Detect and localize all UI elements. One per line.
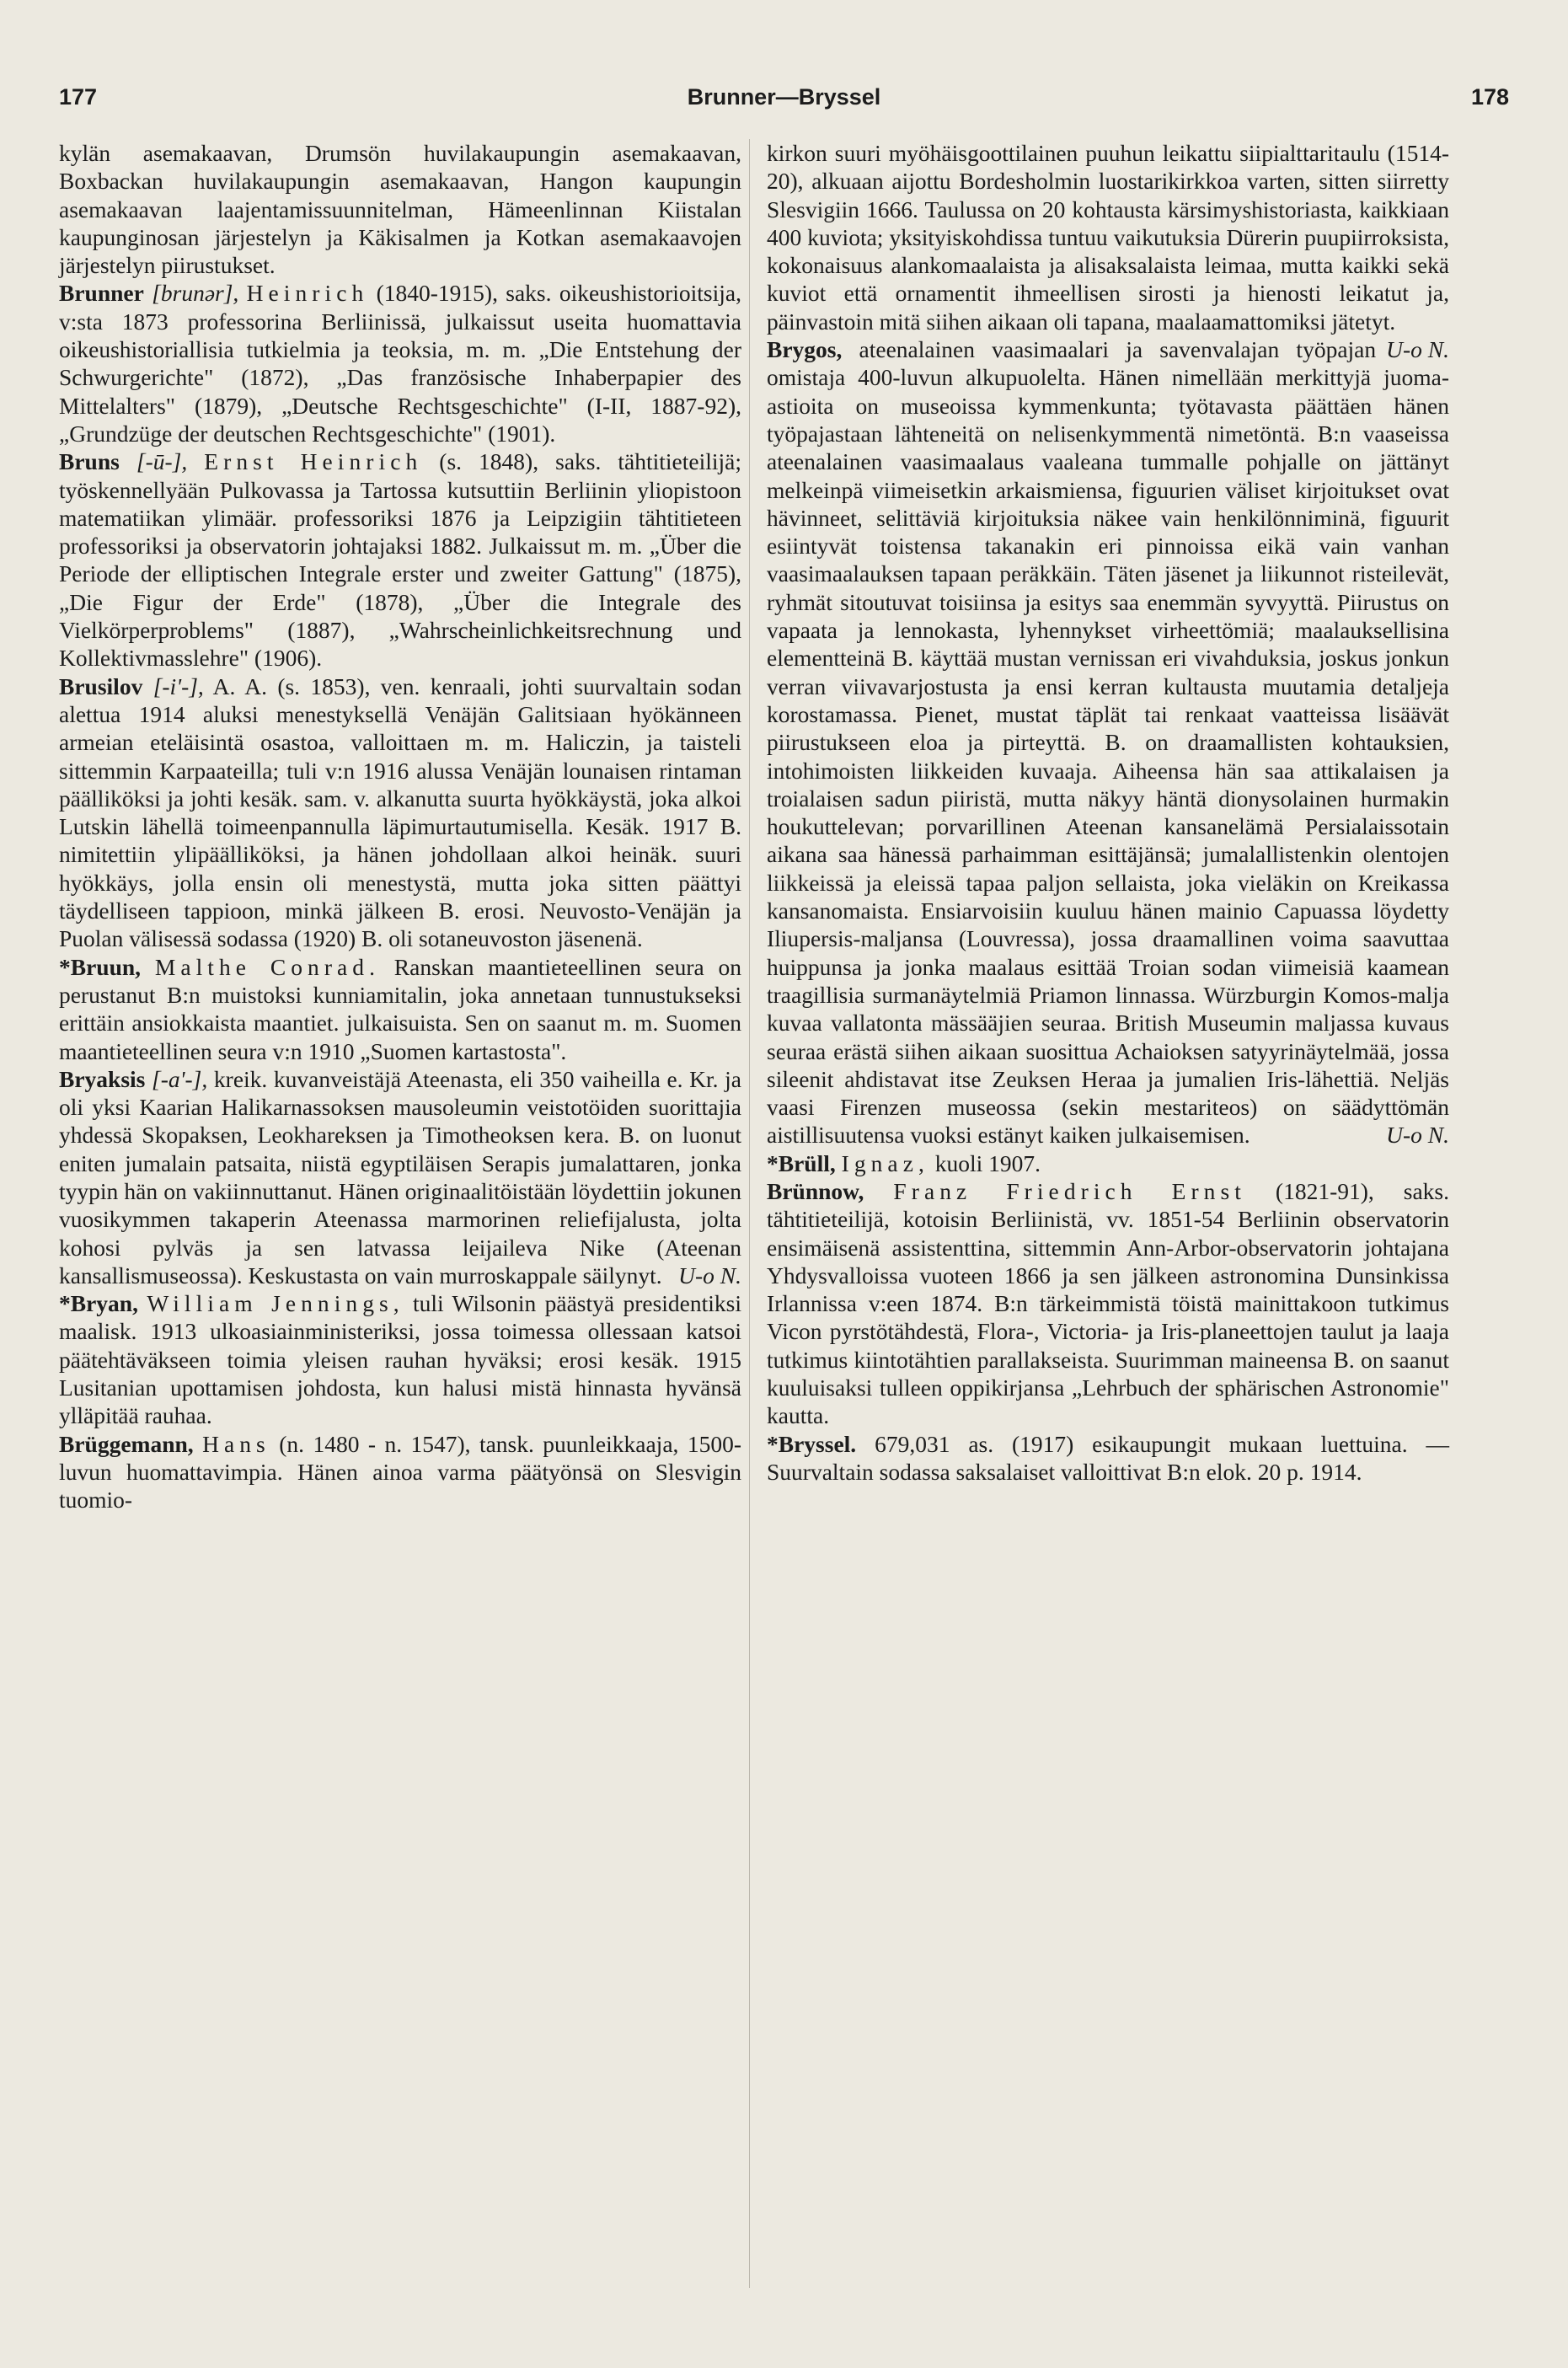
entry-signature: U-o N. — [1386, 336, 1449, 363]
entry-text: (s. 1848), saks. tähtitieteilijä; työskennellyään Pulkovassa ja Tartossa kutsuttiin Berliinin yliopistoon matematiikan ylimäär. professoriksi 1876 ja Leipzigiin tähtitieteen professoriksi ja observatorin johtajaksi 1882. Julkaissut m. m. „Über die Periode der elliptischen Integrale erster und zweiter Gattung" (1875), „Die Figur der Erde" (1878), „Über die Integrale des Vielkörperproblems" (1887), „Wahrscheinlichkeitsrechnung und Kollektivmasslehre" (1906). — [59, 448, 742, 672]
entry — [767, 1149, 1449, 1177]
entry-headword: Brüggemann, — [59, 1430, 194, 1457]
entry-text: A. A. (s. 1853), ven. kenraali, johti suurvaltain sodan alettua 1914 aluksi menestyksellä Venäjän Galitsiaan hyökänneen armeian eteläisintä osastoa, valloittaen m. m. Haliczin, ja taisteli sittemmin Karpaateilla; tuli v:n 1916 alussa Venäjän lounaisen rintaman päälliköksi ja johti kesäk. sam. v. alkanutta suurta hyökkäystä, joka alkoi Lutskin lähellä toimeenpannulla läpimurtautumisella. Kesäk. 1917 B. nimitettiin ylipäälliköksi, ja hänen johdollaan alkoi heinäk. suuri hyökkäys, jolla ensin oli menestystä, mutta joka sitten päättyi täydelliseen tappioon, minkä jälkeen B. erosi. Neuvosto-Venäjän ja Puolan välisessä sodassa (1920) B. oli sotaneuvoston jäsenenä. — [59, 672, 741, 952]
entry-name: Malthe Conrad. — [154, 953, 381, 980]
entry — [59, 1065, 741, 1289]
entry — [59, 1430, 741, 1514]
entry-pronunciation: [-ū-], — [136, 448, 188, 475]
entry-headword: *Bryssel. — [767, 1430, 857, 1457]
entry-text: 679,031 as. (1917) esikaupungit mukaan luettuina. — Suurvaltain sodassa saksalaiset valloittivat B:n elok. 20 p. 1914. — [767, 1430, 1449, 1485]
entry-text: (n. 1480 - n. 1547), tansk. puunleikkaaja, 1500-luvun huomattavimpia. Hänen ainoa varma päätyönsä on Slesvigin tuomio- — [59, 1430, 741, 1513]
entry-signature: U-o N. — [678, 1262, 741, 1288]
entry — [59, 1289, 741, 1429]
entry-headword: *Bruun, — [59, 953, 142, 980]
entry-pronunciation: [-i'-], — [153, 672, 204, 699]
entry-name: William Jennings, — [147, 1290, 404, 1317]
entry — [767, 1430, 1449, 1487]
entry-headword: Brusilov — [59, 672, 143, 699]
entry — [59, 139, 741, 279]
page-number-left: 177 — [59, 84, 98, 110]
entry — [767, 1177, 1449, 1430]
entry-text: Ranskan maantieteellinen seura on perustanut B:n muistoksi kunniamitalin, joka annetaan tunnustukseksi erittäin ansiokkaista maantiet. julkaisuista. Sen on saanut m. m. Suomen maantieteellinen seura v:n 1910 „Suomen kartastosta". — [59, 953, 741, 1064]
entry — [59, 672, 741, 953]
entry-text: (1840-1915), saks. oikeushistorioitsija, v:sta 1873 professorina Berliinissä, julkaissut useita huomattavia oikeushistoriallisia tutkielmia ja teoksia, m. m. „Die Entstehung der Schwurgerichte" (1872), „Das französische Inhaberpapier des Mittelalters" (1879), „Deutsche Rechtsgeschichte" (I-II, 1887-92), „Grundzüge der deutschen Rechtsgeschichte" (1901). — [59, 280, 741, 447]
entry-text: (1821-91), saks. tähtitieteilijä, kotoisin Berliinistä, vv. 1851-54 Berliinin observatorin ensimäisenä assistenttina, sittemmin Ann-Arbor-observatorin johtajana Yhdysvalloissa vuoteen 1866 ja sen jälkeen astronomina Dunsinkissa Irlannissa v:een 1874. B:n tärkeimmistä töistä mainittakoon tutkimus Vicon pyrstötähdestä, Flora-, Victoria- ja Iris-planeettojen taulut ja laaja tutkimus kiintotähtien parallakseista. Suurimman maineensa B. on saanut kuuluisaksi tulleen oppikirjansa „Lehrbuch der sphärischen Astronomie" kautta. — [767, 1177, 1450, 1429]
entry-name: Hans — [202, 1430, 270, 1457]
entry-headword: Brunner — [59, 280, 144, 307]
right-column — [767, 139, 1449, 1486]
page-number-right: 178 — [1470, 84, 1509, 110]
column-divider — [749, 139, 750, 2288]
entry-text: tuli Wilsonin päästyä presidentiksi maalisk. 1913 ulkoasiainministeriksi, jossa toimessa ollessaan katsoi päätehtäväkseen toimia yleisen rauhan hyväksi; erosi kesäk. 1915 Lusitanian upottamisen johdosta, kun halusi mistä hinnasta hyvänsä ylläpitää rauhaa. — [59, 1290, 741, 1429]
left-column — [59, 139, 741, 1514]
entry-name: Franz Friedrich Ernst — [893, 1177, 1246, 1204]
running-title: Brunner—Bryssel — [687, 84, 881, 110]
entry-text: kirkon suuri myöhäisgoottilainen puuhun leikattu siipialttaritaulu (1514-20), alkuaan aijottu Bordesholmin luostarikirkkoa varten, sitten siirretty Slesvigiin 1666. Taulussa on 20 kohtausta kärsimyshistoriasta, kaikkiaan 400 kuviota; yksityiskohdissa tuntuu vaikutuksia Dürerin puupiirroksista, kokonaisuus alankomaalaista ja alisaksalaista leimaa, mutta kaikki sekä kuviot että ornamentit ihmeellisen sirosti ja hienosti leikatut ja, päinvastoin mitä siihen aikaan oli tapana, maalaamattomiksi jätetyt. — [767, 140, 1449, 335]
entry-name: Heinrich — [246, 280, 369, 307]
entry-name: Ignaz, — [841, 1149, 929, 1176]
entry — [59, 447, 741, 672]
entry — [59, 279, 741, 447]
entry-headword: Bruns — [59, 448, 120, 475]
entry — [767, 335, 1449, 1149]
entry-text: ateenalainen vaasimaalari ja savenvalajan työpajan omistaja 400-luvun alkupuolelta. Hänen nimellään merkittyjä juoma-astioita on museoissa kymmenkunta; työtavasta päättäen hänen työpajastaan lähteneitä on nelisenkymmentä nimetöntä. B:n vaaseissa ateenalainen vaasimaalaus vaaleana tummalle pohjalle on jättänyt melkeinpä viimeisetkin arkaismiensa, figuurien väliset kirjoitukset ovat hävinneet, selittäviä kirjoituksia näkee vain henkilönniminä, figuurit esiintyvät toistensa takanakin eri pinnoissa eikä vain vanhan vaasimaalauksen tapaan peräkkäin. Täten jäsenet ja liikunnot risteilevät, ryhmät sitoutuvat toisiinsa ja esitys saa enemmän syvyyttä. Piirustus on vapaata ja lennokasta, lyhennykset virheettömiä; maalauksellisina elementteinä B. käyttää mustan vernissan eri vivahduksia, joskus jonkun verran viivavarjostusta ja ensi kerran kultausta muutamia detaljeja korostamassa. Pienet, mustat täplät tai renkaat vaatteissa lisäävät piirustukseen eloa ja pirteyttä. B. on draamallisten kohtauksien, intohimoisten liikkeiden kuvaaja. Aiheensa hän saa attikalaisen ja troialaisen sadun piiristä, mutta näkyy häntä dionysolainen hurmakin houkuttelevan; porvarillinen Ateenan kansanelämä Persialaissotain aikana saa hänessä parhaimman esittäjänsä; jumalallistenkin olentojen liikkeissä ja eleissä tapaa paljon sellaista, joka vieläkin on Kreikassa kansanomaista. Ensiarvoisiin kuuluu hänen mainio Capuassa löydetty Iliupersis-maljansa (Louvressa), jossa draamallinen voima saavuttaa huippunsa ja jonka maalaus esittää Troian sodan viimeisiä kaamean traagillisia surmanäytelmiä Priamon linnassa. Würzburgin Komos-malja kuvaa vallatonta mässääjien seuraa. British Museumin maljassa kuvaus seuraa erästä siihen aikaan suosittua Achaioksen satyyrinäytelmää, jossa sileenit ahdistavat itse Zeuksen Heraa ja jumalien Iris-lähettiä. Neljäs vaasi Firenzen museossa (sekin mestariteos) on säädyttömän aistillisuutensa vuoksi estänyt kaiken julkaisemisen. — [767, 336, 1449, 1149]
entry — [59, 953, 741, 1065]
entry-text: kreik. kuvanveistäjä Ateenasta, eli 350 vaiheilla e. Kr. ja oli yksi Kaarian Halikarnassoksen mausoleumin veistotöiden suorittajia yhdessä Skopaksen, Leokhareksen ja Timotheoksen kera. B. on luonut eniten jumalain patsaita, niistä egyptiläisen Serapis jumalattaren, jonka tyypin hän on vakiinnuttanut. Hänen originaalitöistään löydettiin jokunen vuosikymmen takaperin Ateenassa marmorinen reliefijalusta, jolta kohosi pylväs ja sen latvassa leijaileva Nike (Ateenan kansallismuseossa). Keskustasta on vain murroskappale säilynyt. — [59, 1065, 742, 1288]
entry-signature: U-o N. — [1386, 1122, 1449, 1149]
entry-text: kuoli 1907. — [934, 1149, 1041, 1176]
entry-headword: *Brüll, — [767, 1149, 836, 1176]
entry-headword: Brünnow, — [767, 1177, 864, 1204]
entry-headword: *Bryan, — [59, 1290, 138, 1317]
entry-text: kylän asemakaavan, Drumsön huvilakaupungin asemakaavan, Boxbackan huvilakaupungin asemakaavan, Hangon kaupungin asemakaavan laajentamissuunnitelman, Hämeenlinnan Kiistalan kaupunginosan järjestelyn ja Käkisalmen ja Kotkan asemakaavojen järjestelyn piirustukset. — [59, 140, 741, 279]
entry-pronunciation: [-a'-], — [152, 1065, 208, 1092]
entry-headword: Bryaksis — [59, 1065, 146, 1092]
entry-pronunciation: [brunər], — [152, 280, 239, 307]
entry-headword: Brygos, — [767, 336, 843, 363]
page-header — [59, 84, 1509, 126]
entry-name: Ernst Heinrich — [204, 448, 423, 475]
